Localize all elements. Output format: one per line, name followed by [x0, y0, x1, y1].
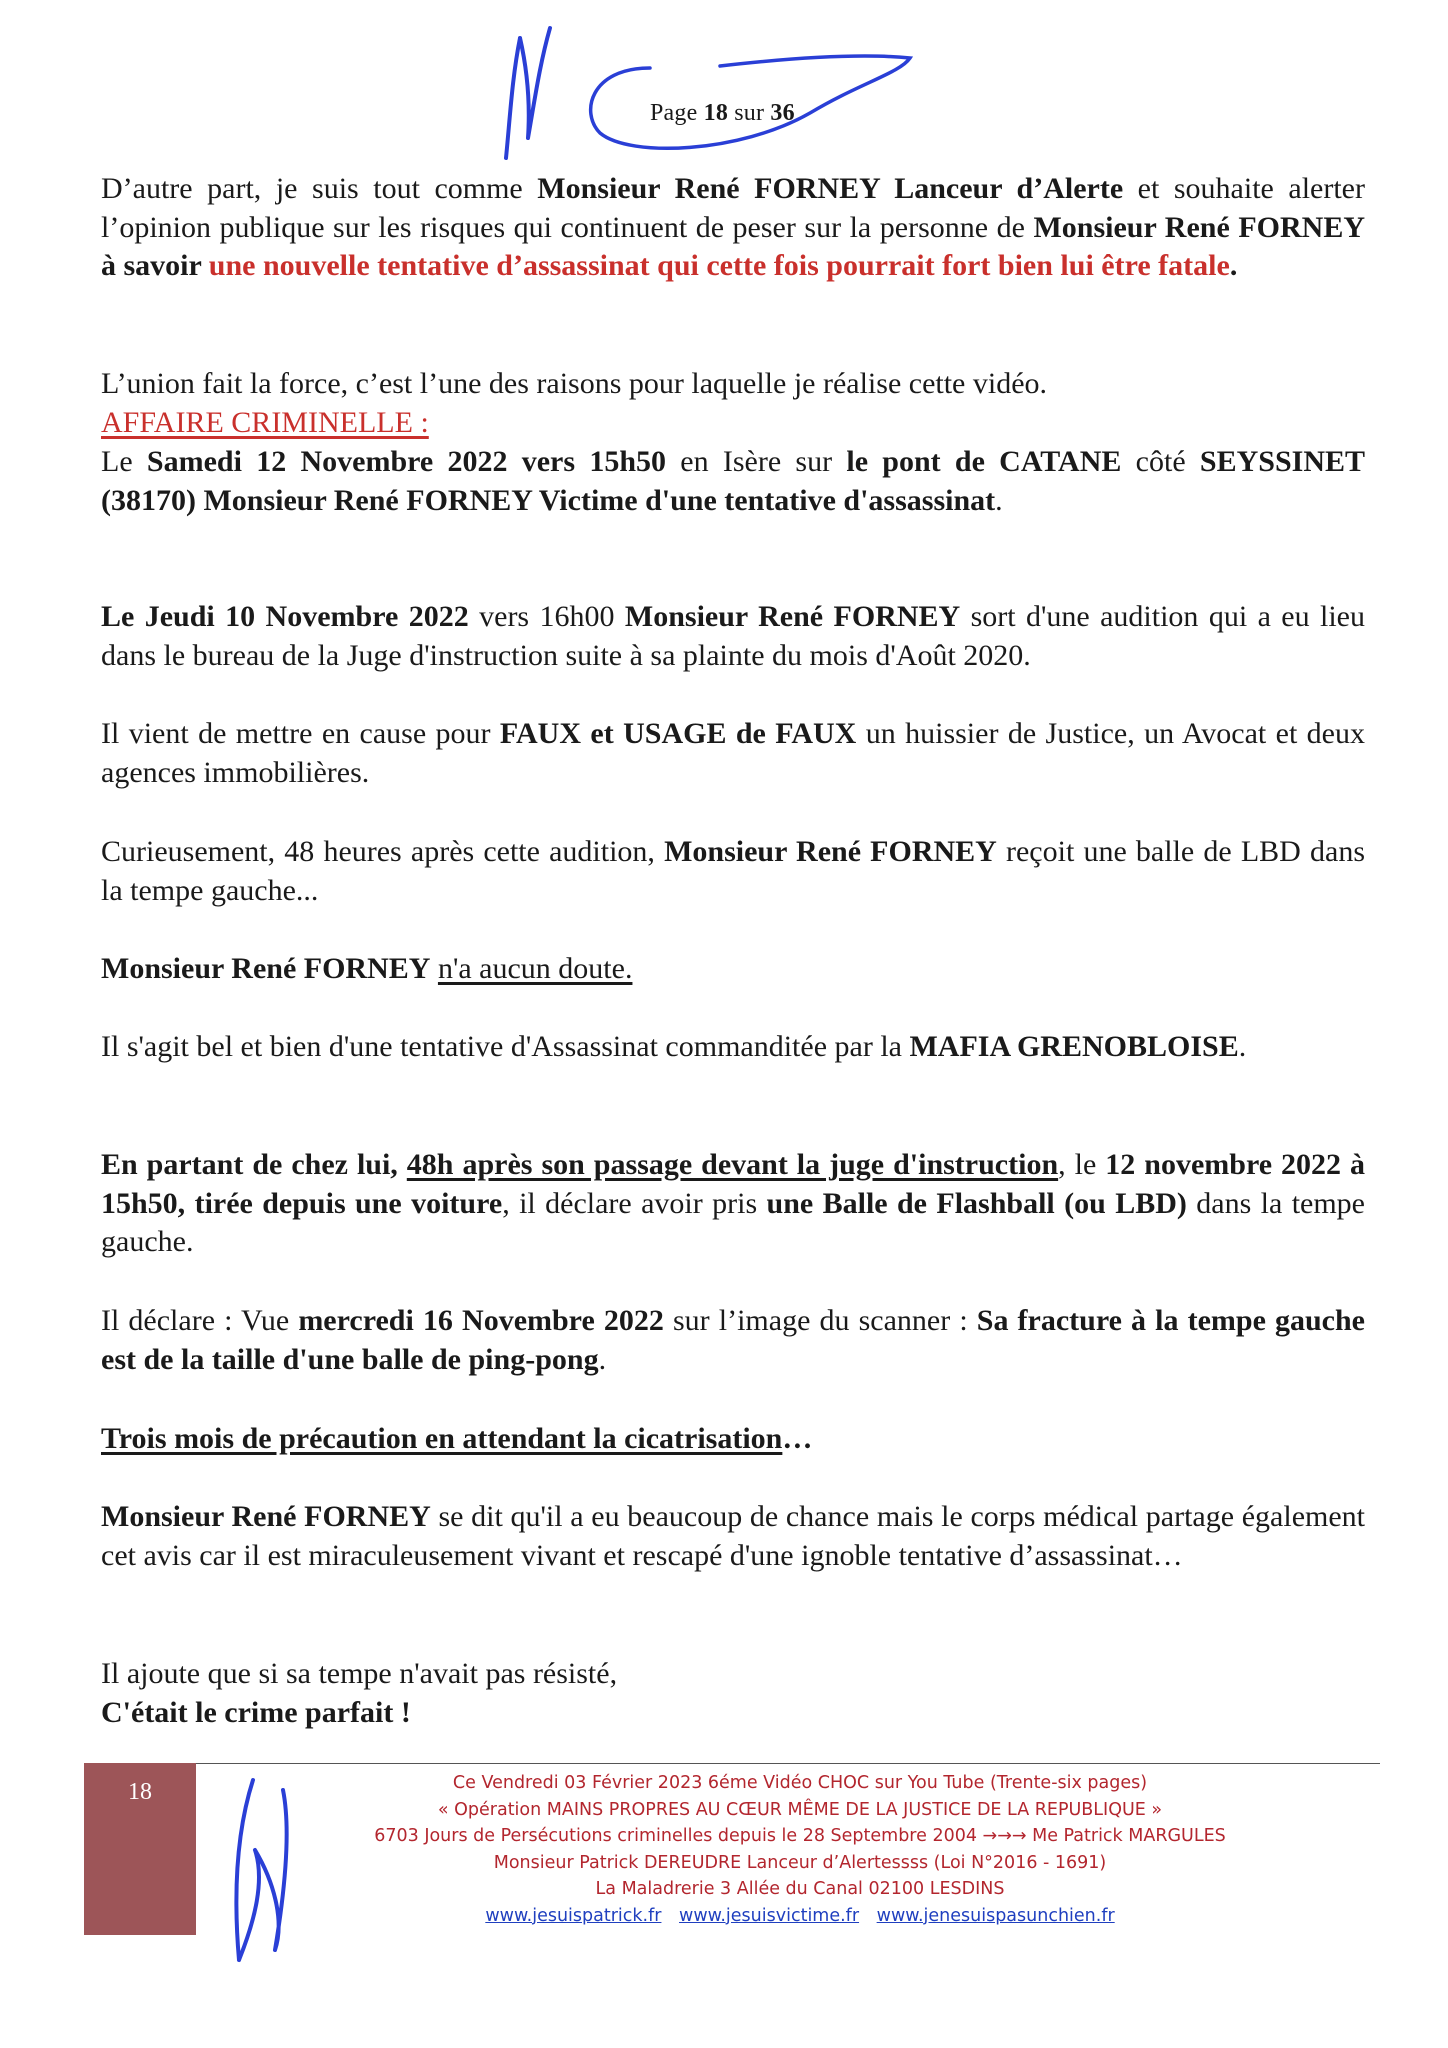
paragraph-intro: D’autre part, je suis tout comme Monsieur René FORNEY Lanceur d’Alerte et souhaite alerter l’opinion publique sur les risques qui continuent de peser sur la personne de Monsieur René FORNEY à savoir une nouvelle tentative d’assassinat qui cette fois pourrait fort bien lui être fatale. — [101, 172, 1365, 282]
footer-line-2: « Opération MAINS PROPRES AU CŒUR MÊME DE LA JUSTICE DE LA REPUBLIQUE » — [437, 1799, 1163, 1820]
paragraph-medical: Monsieur René FORNEY se dit qu'il a eu beaucoup de chance mais le corps médical partage également cet avis car il est miraculeusement vivant et rescapé d'une ignoble tentative d’assassinat… — [101, 1500, 1365, 1572]
footer-page-number: 18 — [128, 1779, 152, 1805]
paragraph-mafia: Il s'agit bel et bien d'une tentative d'Assassinat commanditée par la MAFIA GRENOBLOISE. — [101, 1030, 1247, 1063]
link-jesuispatrick[interactable]: www.jesuispatrick.fr — [485, 1905, 662, 1926]
footer-links — [300, 1903, 1300, 1930]
footer-page-box — [84, 1763, 196, 1935]
footer-line-1: Ce Vendredi 03 Février 2023 6éme Vidéo CHOC sur You Tube (Trente-six pages) — [452, 1773, 1148, 1793]
page-number: Page 18 sur 36 — [650, 100, 795, 126]
paragraph-no-doubt: Monsieur René FORNEY n'a aucun doute. — [101, 952, 633, 985]
paragraph-precaution: Trois mois de précaution en attendant la cicatrisation… — [101, 1422, 813, 1455]
handwritten-signature-top — [480, 18, 940, 168]
link-jesuisvictime[interactable]: www.jesuisvictime.fr — [679, 1905, 860, 1926]
footer-line-4: Monsieur Patrick DEREUDRE Lanceur d’Alertessss (Loi N°2016 - 1691) — [493, 1852, 1107, 1873]
paragraph-union: L’union fait la force, c’est l’une des raisons pour laquelle je réalise cette vidéo. — [101, 367, 1048, 400]
paragraph-scanner: Il déclare : Vue mercredi 16 Novembre 2022 sur l’image du scanner : Sa fracture à la tempe gauche est de la taille d'une balle de ping-pong. — [101, 1304, 1365, 1376]
footer-text — [300, 1770, 1300, 1929]
handwritten-signature-footer — [225, 1770, 305, 1980]
paragraph-crime-event: Le Samedi 12 Novembre 2022 vers 15h50 en Isère sur le pont de CATANE côté SEYSSINET (38170) Monsieur René FORNEY Victime d'une tentative d'assassinat. — [101, 445, 1366, 517]
paragraph-audition: Le Jeudi 10 Novembre 2022 vers 16h00 Monsieur René FORNEY sort d'une audition qui a eu lieu dans le bureau de la Juge d'instruction suite à sa plainte du mois d'Août 2020. — [101, 600, 1366, 672]
link-jenesuispasunchien[interactable]: www.jenesuispasunchien.fr — [876, 1905, 1115, 1926]
paragraph-lbd: Curieusement, 48 heures après cette audition, Monsieur René FORNEY reçoit une balle de LBD dans la tempe gauche... — [101, 835, 1365, 907]
paragraph-conclusion: Il ajoute que si sa tempe n'avait pas résisté, C'était le crime parfait ! — [101, 1657, 618, 1729]
paragraph-faux: Il vient de mettre en cause pour FAUX et USAGE de FAUX un huissier de Justice, un Avocat et deux agences immobilières. — [101, 717, 1365, 789]
footer-divider — [84, 1763, 1380, 1764]
footer-line-5: La Maladrerie 3 Allée du Canal 02100 LESDINS — [595, 1879, 1005, 1899]
crime-heading: AFFAIRE CRIMINELLE : — [101, 406, 429, 439]
paragraph-flashball: En partant de chez lui, 48h après son passage devant la juge d'instruction, le 12 novembre 2022 à 15h50, tirée depuis une voiture, il déclare avoir pris une Balle de Flashball (ou LBD) dans la tempe gauche. — [101, 1148, 1366, 1258]
footer-line-3: 6703 Jours de Persécutions criminelles depuis le 28 Septembre 2004 →→→ Me Patrick MARGULES — [374, 1826, 1226, 1846]
